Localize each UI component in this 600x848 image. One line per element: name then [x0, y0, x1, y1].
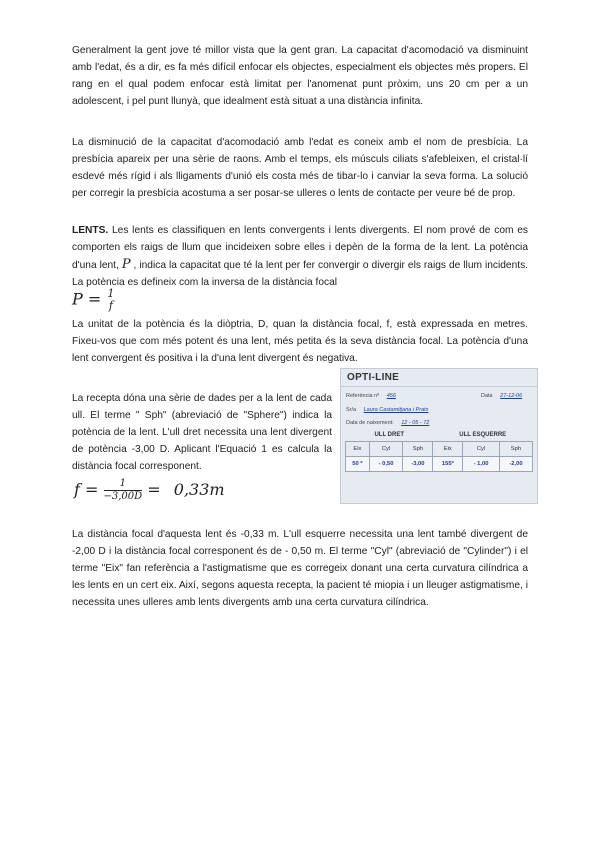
table-cell: - 1,00 — [463, 457, 500, 472]
focal-fraction — [104, 478, 143, 503]
focal-formula — [74, 478, 225, 503]
birth-field — [346, 420, 429, 426]
column-header-row — [346, 442, 533, 457]
eye-group-row — [346, 429, 533, 442]
column-header: Eix — [433, 442, 463, 457]
prescription-card — [340, 368, 538, 504]
formula-lhs: P — [72, 289, 83, 309]
lenses-text-b: , indica la capacitat que té la lent per fer convergir o divergir els raigs de llum incidents. La potència es defineix com la inversa de la distància focal — [72, 260, 528, 288]
column-header: Cyl — [369, 442, 403, 457]
column-header: Cyl — [463, 442, 500, 457]
formula-fraction — [106, 288, 115, 312]
focal-denominator: −3,00D — [103, 491, 143, 502]
prescription-table — [345, 429, 533, 472]
date-value: 27-12-06 — [500, 393, 523, 399]
date-field — [481, 393, 522, 399]
reference-field — [346, 393, 396, 399]
table-cell: - 0,50 — [369, 457, 403, 472]
patient-value: Laura Castamitjana i Prats — [363, 407, 429, 413]
patient-label: Sr/a — [346, 407, 357, 413]
prescription-title: OPTI-LINE — [347, 372, 400, 383]
birth-label: Data de naixement: — [346, 420, 394, 426]
paragraph-conclusion: La distància focal d'aquesta lent és -0,33 m. L'ull esquerre necessita una lent també divergent de -2,00 D i la distància focal corresponent és de - 0,50 m. El terme "Cyl" (abreviació de "Cylinder") i el terme "Eix" fan referència a l'astigmatisme que es corregeix donant una certa curvatura cilíndrica a les lents en un cert eix. Així, segons aquesta recepta, la pacient té miopia i un lleuger astigmatisme, i necessita unes ulleres amb lents divergents amb una certa curvatura cilíndrica. — [72, 529, 528, 608]
date-label: Data — [481, 393, 493, 399]
focal-result: 0,33m — [173, 480, 225, 499]
formula-numerator: 1 — [107, 287, 115, 300]
focal-lhs: f — [74, 480, 80, 499]
left-eye-header: ULL ESQUERRE — [459, 432, 507, 438]
paragraph-prescription: La recepta dóna una sèrie de dades per a la lent de cada ull. El terme " Sph" (abreviació de "Sphere") indica la potència de la lent. L'ull dret necessita una lent divergent de potència -3,00 D. Aplicant l'Equació 1 es calcula la distància focal corresponent. — [72, 393, 332, 472]
right-eye-header: ULL DRET — [374, 432, 405, 438]
formula-denominator: f — [108, 299, 113, 312]
birth-value: 12 - 05 - 72 — [401, 420, 430, 426]
focal-equals: = — [85, 480, 99, 499]
formula-equals: = — [87, 289, 102, 309]
column-header: Eix — [346, 442, 370, 457]
paragraph-lenses — [72, 222, 528, 291]
paragraph-presbyopia: La disminució de la capacitat d'acomodació amb l'edat es coneix amb el nom de presbícia. La presbícia apareix per una sèrie de raons. Amb el temps, els músculs ciliats s'afebleixen, el cristal·lí esdevé més rígid i als lligaments d'unió els costa més de tibar-lo i canviar la seva forma. La solució per corregir la presbícia acostuma a ser posar-se ulleres o lents de contacte per veure bé de prop. — [72, 137, 528, 199]
column-header: Sph — [403, 442, 433, 457]
table-cell: -3,00 — [403, 457, 433, 472]
table-cell: 50 º — [346, 457, 370, 472]
patient-field — [346, 407, 428, 413]
lenses-text-a: Les lents es classifiquen en lents convergents i lents divergents. El nom prové de com es comporten els raigs de llum que incideixen sobre elles i depèn de la forma de la lent. La potència d'una lent, — [72, 225, 528, 271]
values-row — [346, 457, 533, 472]
power-formula — [72, 288, 115, 312]
focal-equals-2: = — [147, 480, 161, 499]
table-cell: -2,00 — [499, 457, 532, 472]
power-symbol: P — [121, 257, 131, 272]
reference-label: Referència nº — [346, 393, 380, 399]
paragraph-accommodation: Generalment la gent jove té millor vista que la gent gran. La capacitat d'acomodació va disminuint amb l'edat, és a dir, es fa més difícil enfocar els objectes, especialment els objectes més propers. El rang en el qual podem enfocar està limitat per l'anomenat punt pròxim, uns 20 cm per a un adolescent, i pel punt llunyà, que idealment està situat a una distància infinita. — [72, 45, 528, 107]
focal-numerator: 1 — [104, 478, 143, 491]
reference-value: 456 — [386, 393, 396, 399]
column-header: Sph — [499, 442, 532, 457]
lenses-heading: LENTS. — [72, 225, 109, 236]
table-cell: 155º — [433, 457, 463, 472]
paragraph-dioptre: La unitat de la potència és la diòptria, D, quan la distància focal, f, està expressada en metres. Fixeu-vos que com més potent és una lent, més petita és la seva distància focal. La potència d'una lent convergent és positiva i la d'una lent divergent és negativa. — [72, 319, 528, 364]
